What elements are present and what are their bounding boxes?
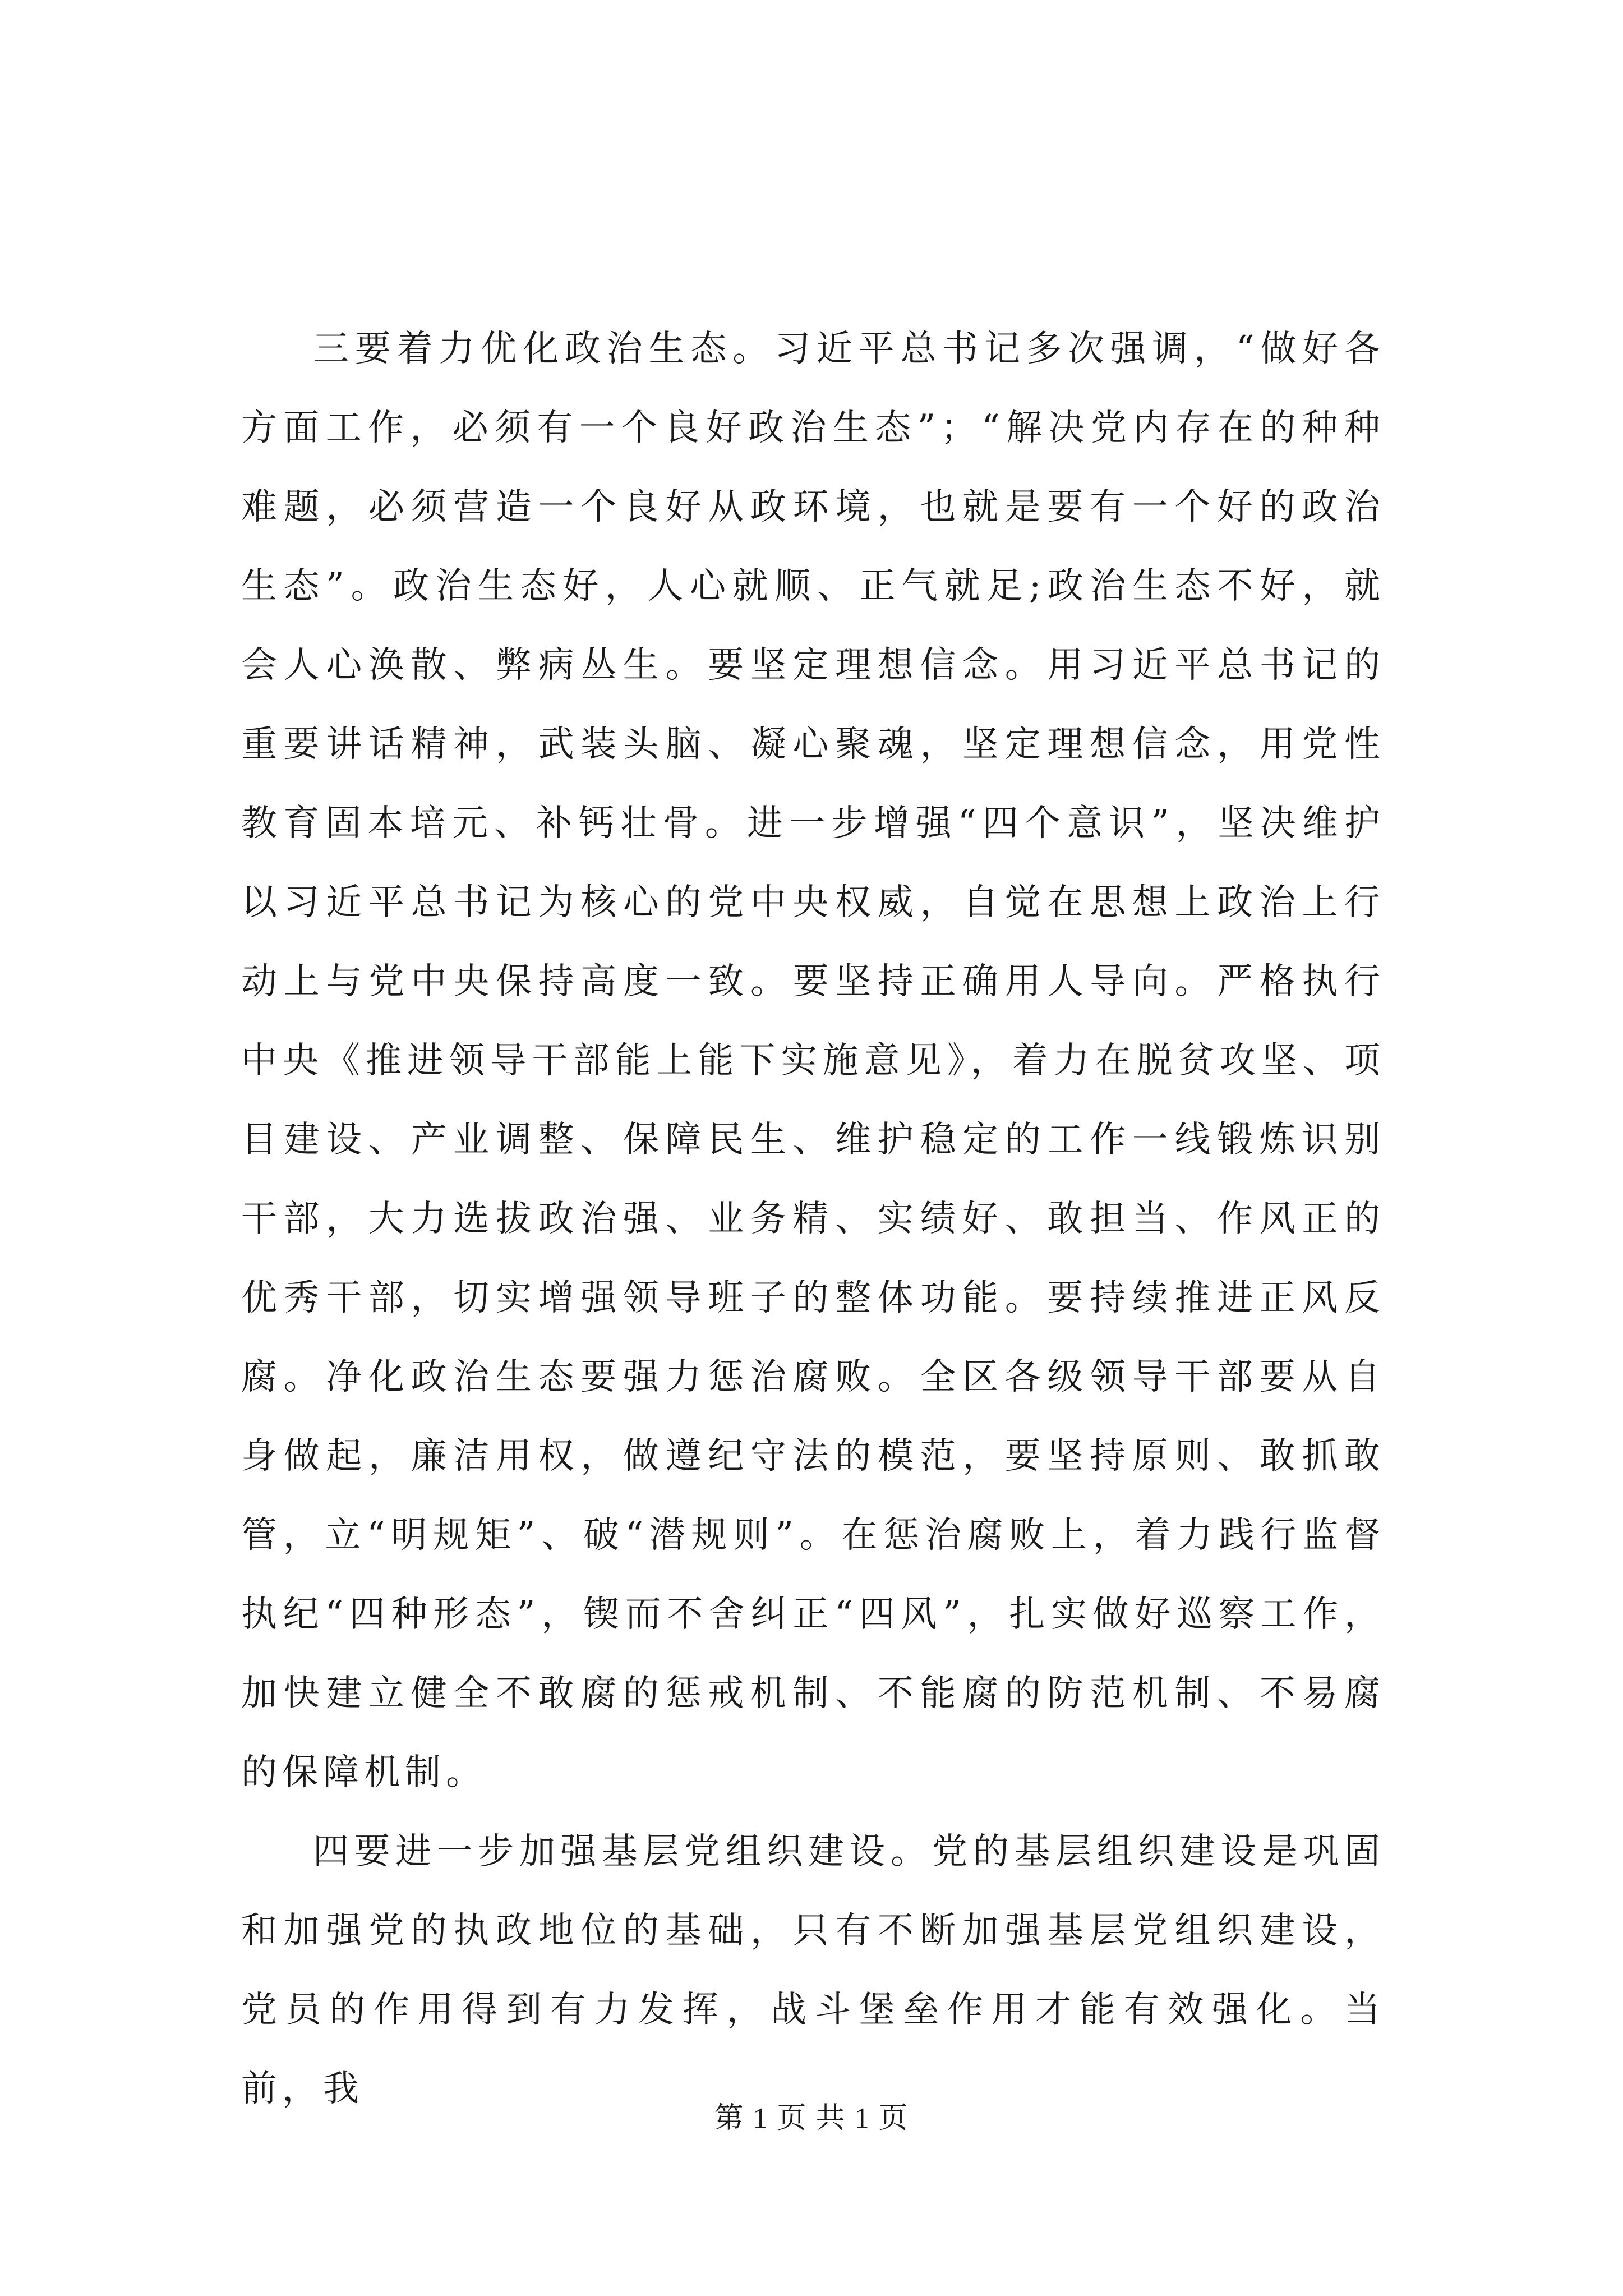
document-body (241, 310, 1385, 2129)
page-number-footer: 第 1 页 共 1 页 (714, 2102, 909, 2134)
paragraph-1: 三要着力优化政治生态。习近平总书记多次强调，“做好各方面工作，必须有一个良好政治生态”；“解决党内存在的种种难题，必须营造一个良好从政环境，也就是要有一个好的政治生态”。政治生态好，人心就顺、正气就足;政治生态不好，就会人心涣散、弊病丛生。要坚定理想信念。用习近平总书记的重要讲话精神，武装头脑、凝心聚魂，坚定理想信念，用党性教育固本培元、补钙壮骨。进一步增强“四个意识”，坚决维护以习近平总书记为核心的党中央权威，自觉在思想上政治上行动上与党中央保持高度一致。要坚持正确用人导向。严格执行中央《推进领导干部能上能下实施意见》，着力在脱贫攻坚、项目建设、产业调整、保障民生、维护稳定的工作一线锻炼识别干部，大力选拔政治强、业务精、实绩好、敢担当、作风正的优秀干部，切实增强领导班子的整体功能。要持续推进正风反腐。净化政治生态要强力惩治腐败。全区各级领导干部要从自身做起，廉洁用权，做遵纪守法的模范，要坚持原则、敢抓敢管，立“明规矩”、破“潜规则”。在惩治腐败上，着力践行监督执纪“四种形态”，锲而不舍纠正“四风”，扎实做好巡察工作，加快建立健全不敢腐的惩戒机制、不能腐的防范机制、不易腐的保障机制。 (241, 328, 1385, 1793)
paragraph-2: 四要进一步加强基层党组织建设。党的基层组织建设是巩固和加强党的执政地位的基础，只有不断加强基层党组织建设，党员的作用得到有力发挥，战斗堡垒作用才能有效强化。当前，我 (241, 1831, 1385, 2110)
